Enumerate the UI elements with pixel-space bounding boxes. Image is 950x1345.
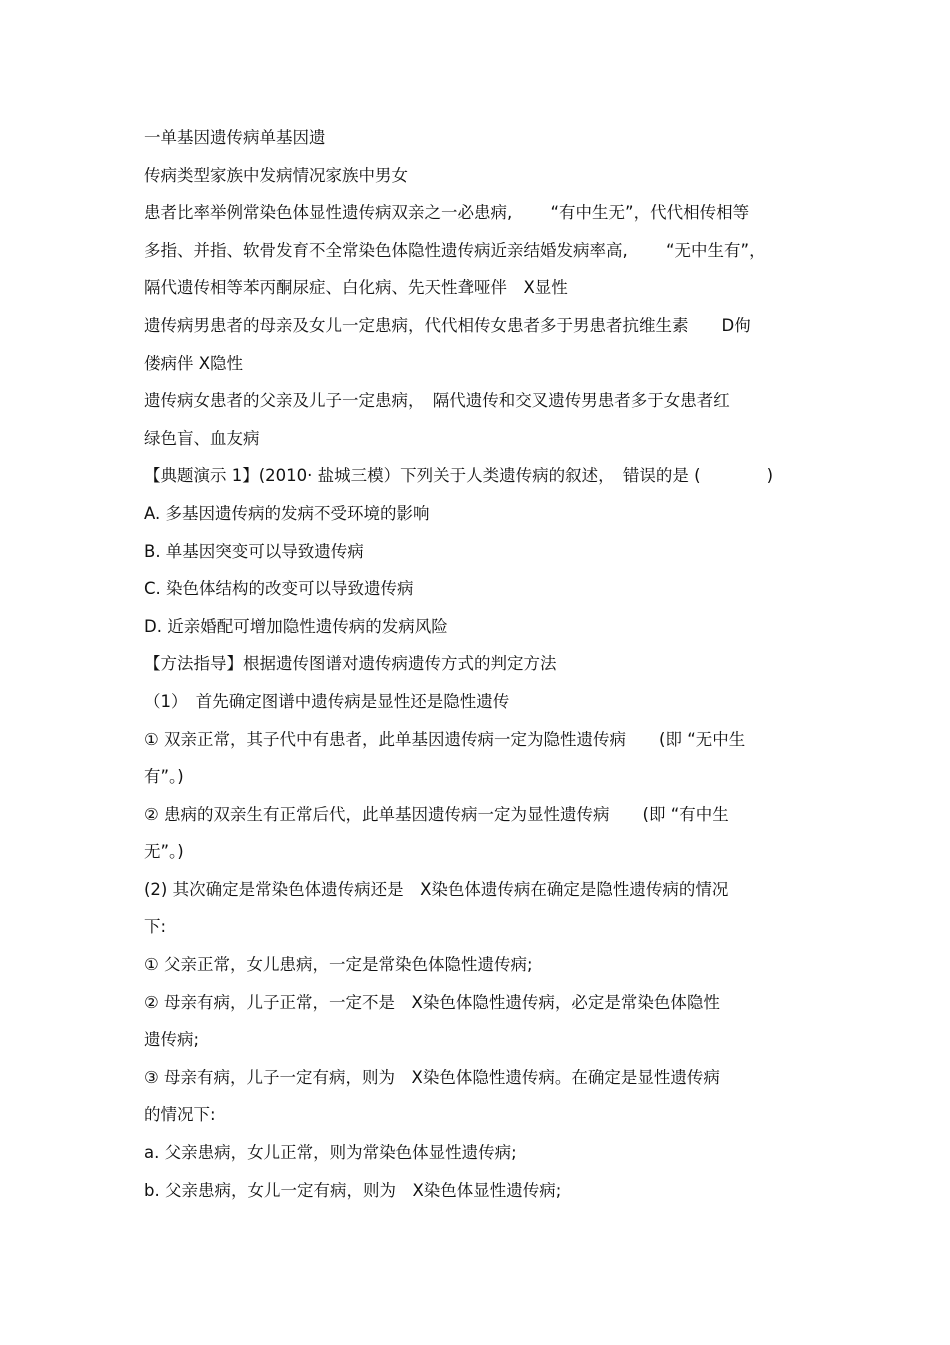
text-line: b. 父亲患病，女儿一定有病，则为 X染色体显性遗传病;	[144, 1180, 562, 1200]
question-title: 【典题演示 1】(2010· 盐城三模）下列关于人类遗传病的叙述， 错误的是 ( )	[144, 466, 774, 486]
text-line: ① 双亲正常，其子代中有患者，此单基因遗传病一定为隐性遗传病 (即 “无中生	[144, 729, 746, 749]
text-line: 有”。)	[144, 767, 184, 787]
text-line: ② 母亲有病，儿子正常，一定不是 X染色体隐性遗传病，必定是常染色体隐性	[144, 992, 720, 1012]
option-c: C. 染色体结构的改变可以导致遗传病	[144, 579, 414, 599]
text-line: 遗传病女患者的父亲及儿子一定患病， 隔代遗传和交叉遗传男患者多于女患者红	[144, 391, 730, 411]
document-body	[144, 119, 812, 1209]
text-line: 的情况下:	[144, 1105, 216, 1125]
text-line: 遗传病;	[144, 1030, 200, 1050]
text-line: 一单基因遗传病单基因遗	[144, 128, 326, 147]
method-heading: 【方法指导】根据遗传图谱对遗传病遗传方式的判定方法	[144, 654, 557, 674]
text-line: ② 患病的双亲生有正常后代，此单基因遗传病一定为显性遗传病 (即 “有中生	[144, 804, 729, 824]
option-a: A. 多基因遗传病的发病不受环境的影响	[144, 503, 430, 523]
text-line: 多指、并指、软骨发育不全常染色体隐性遗传病近亲结婚发病率高, “无中生有”，	[144, 240, 766, 260]
option-d: D. 近亲婚配可增加隐性遗传病的发病风险	[144, 616, 448, 636]
text-line: 下:	[144, 917, 167, 937]
text-line: 传病类型家族中发病情况家族中男女	[144, 165, 408, 185]
text-line: ③ 母亲有病，儿子一定有病，则为 X染色体隐性遗传病。在确定是显性遗传病	[144, 1067, 720, 1087]
text-line: 偻病伴 X隐性	[144, 353, 244, 373]
text-line: 绿色盲、血友病	[144, 428, 260, 448]
text-line: 无”。)	[144, 842, 184, 862]
text-line: ① 父亲正常，女儿患病，一定是常染色体隐性遗传病;	[144, 955, 533, 975]
text-line: (2) 其次确定是常染色体遗传病还是 X染色体遗传病在确定是隐性遗传病的情况	[144, 879, 729, 899]
text-line: 遗传病男患者的母亲及女儿一定患病，代代相传女患者多于男患者抗维生素 D佝	[144, 315, 751, 335]
text-line: （1） 首先确定图谱中遗传病是显性还是隐性遗传	[144, 691, 510, 711]
text-line: 患者比率举例常染色体显性遗传病双亲之一必患病, “有中生无”，代代相传相等	[144, 203, 750, 223]
text-line: 隔代遗传相等苯丙酮尿症、白化病、先天性聋哑伴 X显性	[144, 278, 568, 298]
option-b: B. 单基因突变可以导致遗传病	[144, 541, 364, 561]
text-line: a. 父亲患病，女儿正常，则为常染色体显性遗传病;	[144, 1143, 517, 1163]
